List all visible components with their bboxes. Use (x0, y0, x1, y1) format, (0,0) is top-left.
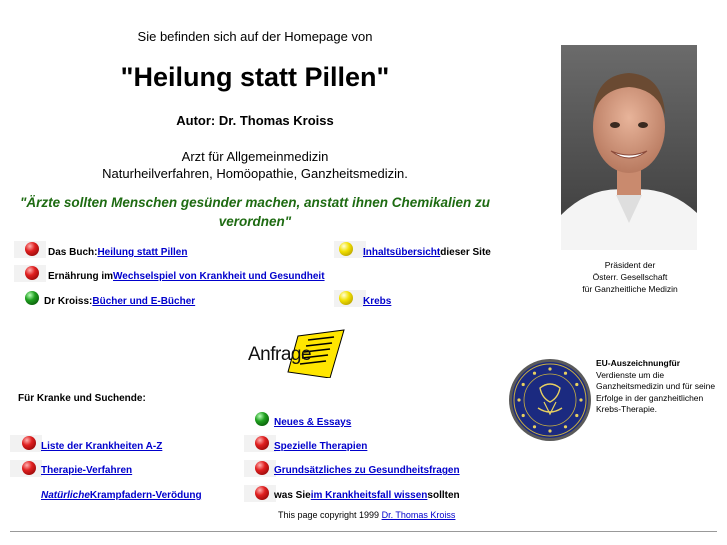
green-ball-icon (25, 291, 39, 305)
section-title: Für Kranke und Suchende: (18, 393, 146, 404)
yellow-ball-icon (339, 291, 353, 305)
copyright-prefix: This page copyright 1999 (278, 510, 382, 520)
yellow-ball-icon (339, 242, 353, 256)
red-ball-icon (255, 461, 269, 475)
link-liste-krankheiten[interactable]: Liste der Krankheiten A-Z (41, 441, 163, 452)
link-grundsaetzliches[interactable]: Grundsätzliches zu Gesundheitsfragen (274, 465, 460, 476)
copyright-link[interactable]: Dr. Thomas Kroiss (381, 510, 456, 520)
red-ball-icon (25, 242, 39, 256)
red-ball-icon (22, 461, 36, 475)
red-ball-icon (255, 436, 269, 450)
eu-seal-icon (508, 358, 592, 442)
intro-text: Sie befinden sich auf der Homepage von (137, 29, 373, 44)
photo-caption-line-3: für Ganzheitliche Medizin (582, 284, 678, 294)
link-wechselspiel[interactable]: Wechselspiel von Krankheit und Gesundheit (113, 271, 325, 282)
page-title: "Heilung statt Pillen" (120, 62, 390, 92)
list-item-krebs (363, 296, 391, 307)
list-item-inhalt (363, 247, 491, 258)
link-krampfadern[interactable]: Krampfadern-Verödung (89, 490, 202, 501)
anfrage-label: Anfrage (248, 344, 312, 365)
link-prefix: Ernährung im (48, 271, 114, 282)
author-line: Autor: Dr. Thomas Kroiss (176, 113, 334, 128)
link-natuerliche[interactable]: Natürliche (41, 490, 90, 501)
list-item-book (48, 247, 187, 258)
link-krankheitsfall[interactable]: im Krankheitsfall wissen (310, 490, 428, 501)
link-neues-essays[interactable]: Neues & Essays (274, 417, 352, 428)
eu-caption (596, 358, 722, 416)
photo-caption-line-2: Österr. Gesellschaft (592, 272, 668, 282)
link-prefix: Das Buch: (48, 247, 98, 258)
red-ball-icon (25, 266, 39, 280)
link-prefix: was Sie (274, 490, 311, 501)
divider (10, 531, 717, 532)
link-suffix: dieser Site (440, 247, 491, 258)
link-buecher[interactable]: Bücher und E-Bücher (92, 296, 196, 307)
photo-caption (560, 259, 700, 295)
link-therapie-verfahren[interactable]: Therapie-Verfahren (41, 465, 133, 476)
eu-caption-line-2: Verdienste um die (596, 369, 665, 380)
list-item-dr-kroiss (44, 296, 195, 307)
list-item-krankheitsfall (274, 490, 460, 501)
link-krebs[interactable]: Krebs (363, 296, 392, 307)
link-spezielle-therapien[interactable]: Spezielle Therapien (274, 441, 368, 452)
eu-caption-line-5: Krebs-Therapie. (596, 404, 657, 414)
occupation-line-2: Naturheilverfahren, Homöopathie, Ganzheitsmedizin. (102, 166, 408, 181)
occupation-line-1: Arzt für Allgemeinmedizin (181, 149, 329, 164)
eu-caption-line-1: EU-Auszeichnungfür (596, 358, 681, 368)
list-item-ernaehrung (48, 271, 325, 282)
green-ball-icon (255, 412, 269, 426)
red-ball-icon (22, 436, 36, 450)
list-item-grundsaetzliches (274, 465, 460, 476)
anfrage-button[interactable] (246, 326, 346, 378)
quote: "Ärzte sollten Menschen gesünder machen, anstatt ihnen Chemikalien zu verordnen" (19, 195, 490, 229)
list-item-neues (274, 417, 351, 428)
eu-caption-line-3: Ganzheitsmedizin und für seine (596, 381, 716, 391)
list-item-krampfadern (41, 490, 202, 501)
link-heilung-statt-pillen[interactable]: Heilung statt Pillen (97, 247, 188, 258)
red-ball-icon (255, 486, 269, 500)
copyright (278, 510, 455, 520)
eu-caption-line-4: Erfolge in der ganzheitlichen (596, 392, 704, 403)
list-item-krankheiten (41, 441, 162, 452)
photo-caption-line-1: Präsident der (604, 260, 656, 270)
occupation (0, 148, 510, 182)
link-prefix: Dr Kroiss: (44, 296, 93, 307)
link-suffix: sollten (427, 490, 460, 501)
link-inhaltsuebersicht[interactable]: Inhaltsübersicht (363, 247, 441, 258)
list-item-therapie (41, 465, 132, 476)
list-item-spezielle (274, 441, 367, 452)
author-photo (561, 45, 697, 250)
